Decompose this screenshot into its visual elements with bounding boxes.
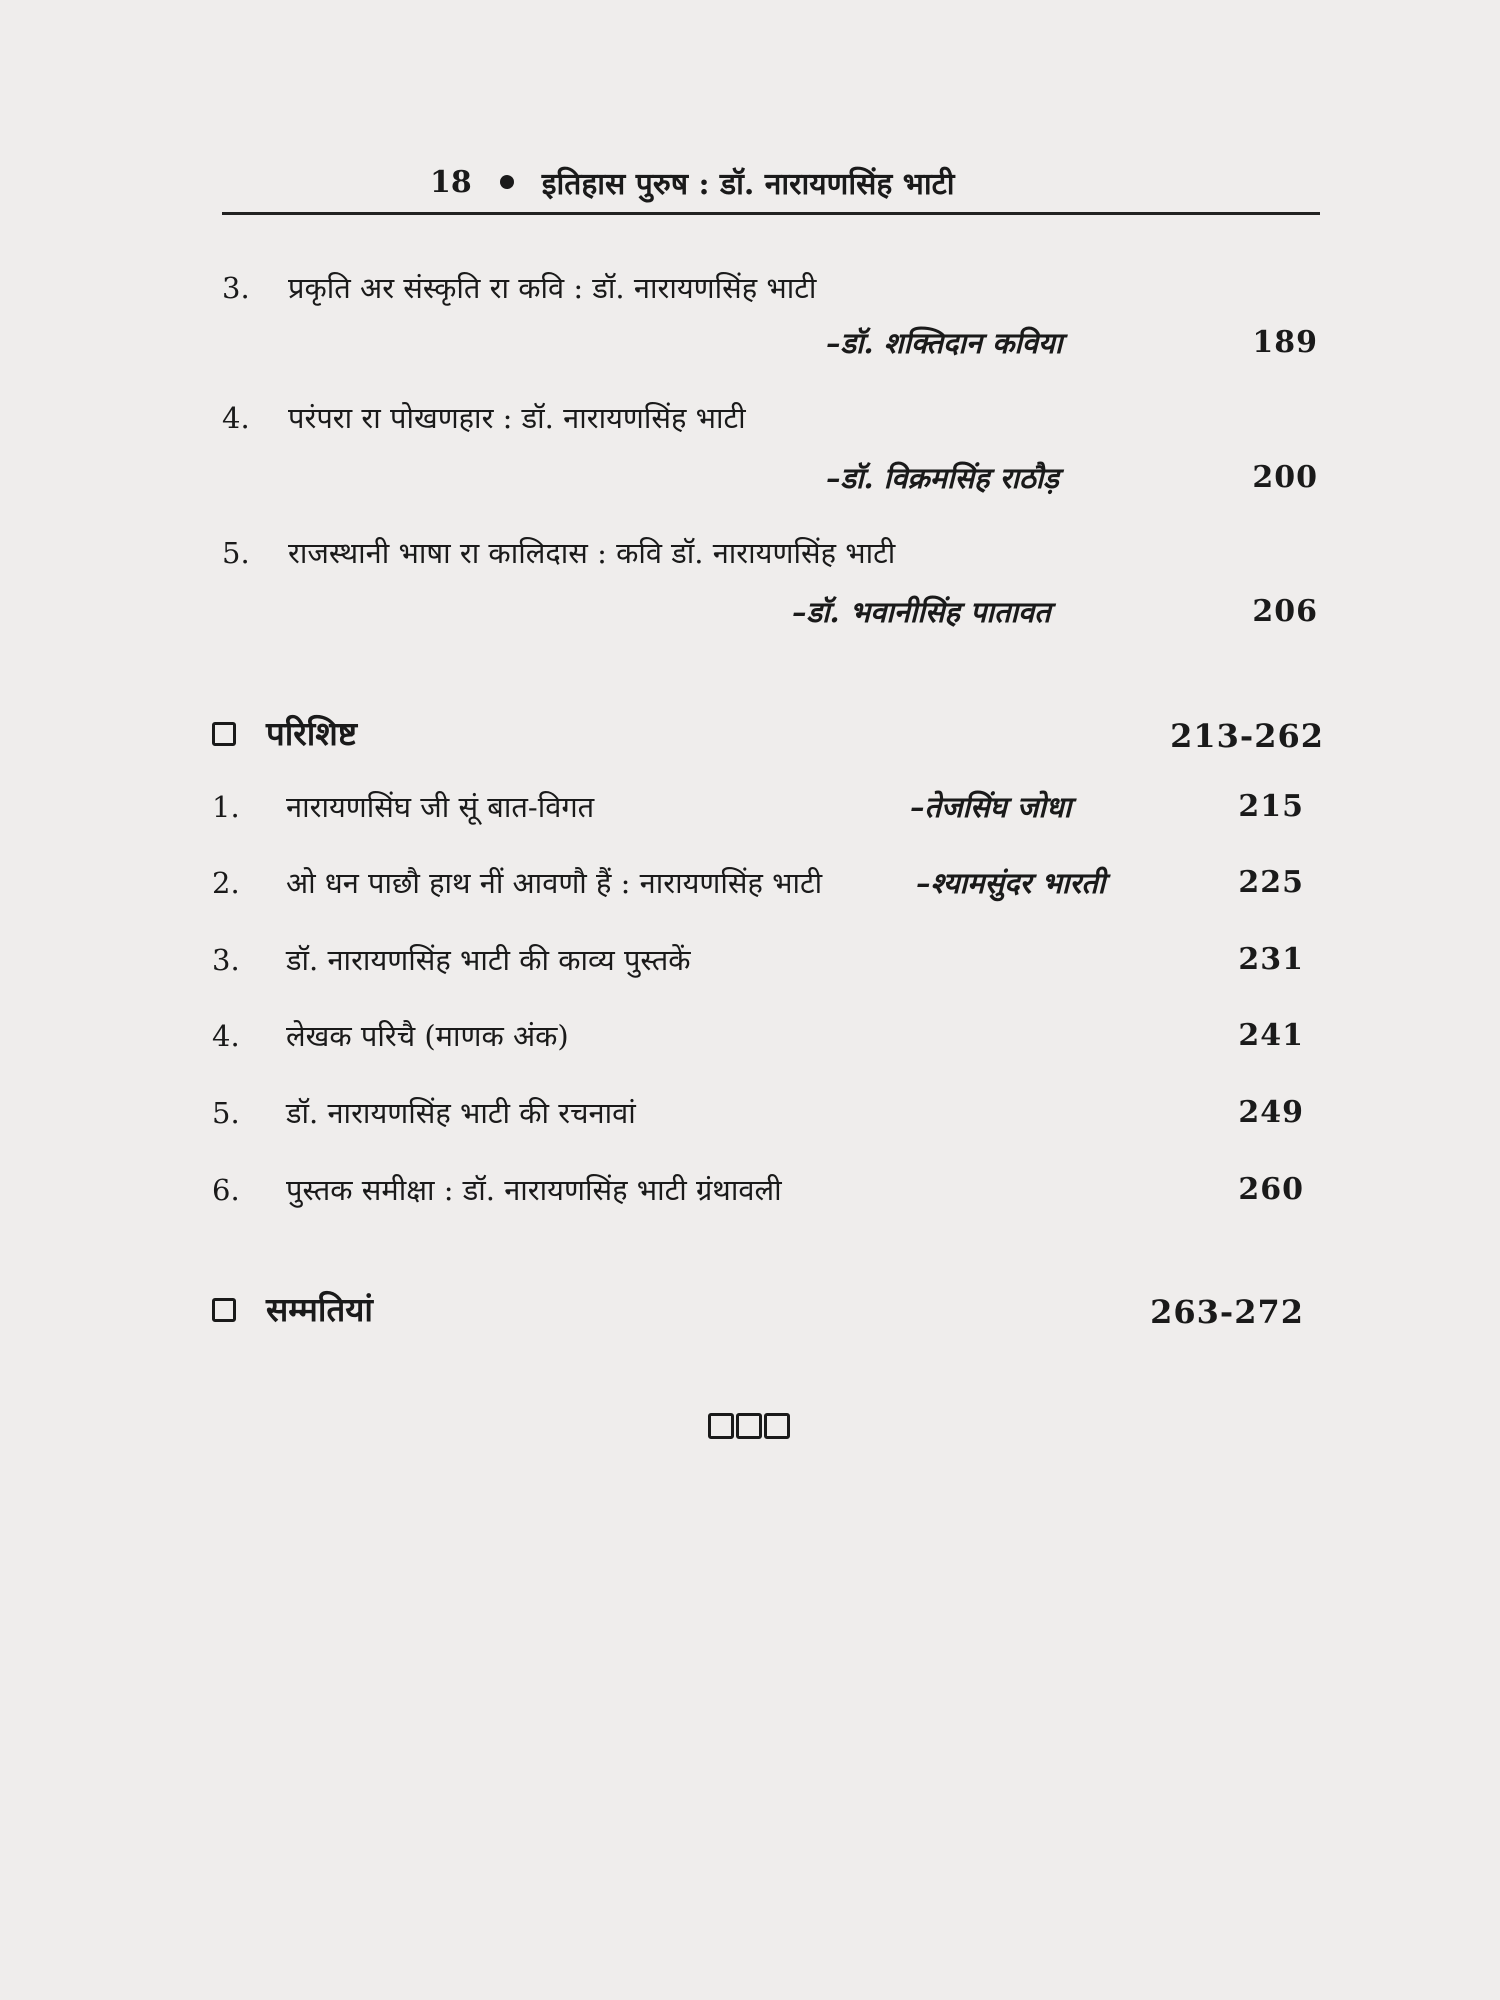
header-rule (222, 212, 1320, 215)
checkbox-square-icon (212, 1298, 236, 1322)
item-title: पुस्तक समीक्षा : डॉ. नारायणसिंह भाटी ग्रंथावली (286, 1173, 782, 1207)
entry-author: –डॉ. शक्तिदान कविया (826, 326, 1063, 360)
square-icon (764, 1413, 790, 1439)
end-ornament (708, 1413, 790, 1439)
running-header (430, 158, 955, 206)
list-item (212, 1093, 1304, 1133)
entry-page: 200 (1252, 460, 1318, 495)
toc-entry-title (222, 268, 816, 308)
item-page: 215 (1238, 789, 1304, 824)
item-title: नारायणसिंघ जी सूं बात-विगत (286, 790, 595, 824)
list-item (212, 1016, 1304, 1056)
item-title: ओ धन पाछौ हाथ नीं आवणौ हैं : नारायणसिंह भाटी (286, 866, 823, 900)
entry-number: 5. (222, 536, 250, 570)
item-title: लेखक परिचै (माणक अंक) (286, 1019, 569, 1053)
entry-page: 206 (1252, 594, 1318, 629)
item-title: डॉ. नारायणसिंह भाटी की काव्य पुस्तकें (286, 943, 691, 977)
item-page: 249 (1238, 1095, 1304, 1130)
book-title: इतिहास पुरुष : डॉ. नारायणसिंह भाटी (541, 166, 955, 202)
item-page: 241 (1238, 1018, 1304, 1053)
entry-title: प्रकृति अर संस्कृति रा कवि : डॉ. नारायणसिंह भाटी (288, 271, 817, 305)
item-page: 225 (1238, 865, 1304, 900)
section-opinions (212, 1288, 373, 1332)
item-number: 5. (212, 1096, 240, 1130)
square-icon (736, 1413, 762, 1439)
item-number: 2. (212, 866, 240, 900)
list-item (212, 940, 1304, 980)
toc-entry-title (222, 398, 746, 438)
item-page: 231 (1238, 942, 1304, 977)
item-title: डॉ. नारायणसिंह भाटी की रचनावां (286, 1096, 636, 1130)
list-item (212, 863, 1304, 903)
item-number: 1. (212, 790, 240, 824)
entry-author: –डॉ. भवानीसिंह पातावत (792, 595, 1051, 629)
entry-title: परंपरा रा पोखणहार : डॉ. नारायणसिंह भाटी (288, 401, 746, 435)
section-heading: सम्मतियां (266, 1290, 373, 1329)
section-heading: परिशिष्ट (266, 714, 358, 753)
entry-title: राजस्थानी भाषा रा कालिदास : कवि डॉ. नारायणसिंह भाटी (288, 536, 896, 570)
list-item (212, 787, 1304, 827)
item-number: 6. (212, 1173, 240, 1207)
item-author: –तेजसिंघ जोधा (910, 790, 1072, 824)
entry-number: 4. (222, 401, 250, 435)
item-author: –श्यामसुंदर भारती (916, 866, 1106, 900)
checkbox-square-icon (212, 722, 236, 746)
section-appendix (212, 712, 357, 756)
section-page-range: 263-272 (1150, 1293, 1304, 1331)
bullet-icon (500, 175, 514, 189)
section-page-range: 213-262 (1170, 717, 1324, 755)
item-number: 3. (212, 943, 240, 977)
page-number: 18 (430, 164, 472, 200)
entry-author: –डॉ. विक्रमसिंह राठौड़ (826, 461, 1059, 495)
toc-entry-title (222, 533, 895, 573)
square-icon (708, 1413, 734, 1439)
list-item (212, 1170, 1304, 1210)
entry-page: 189 (1252, 325, 1318, 360)
item-number: 4. (212, 1019, 240, 1053)
item-page: 260 (1238, 1172, 1304, 1207)
entry-number: 3. (222, 271, 250, 305)
